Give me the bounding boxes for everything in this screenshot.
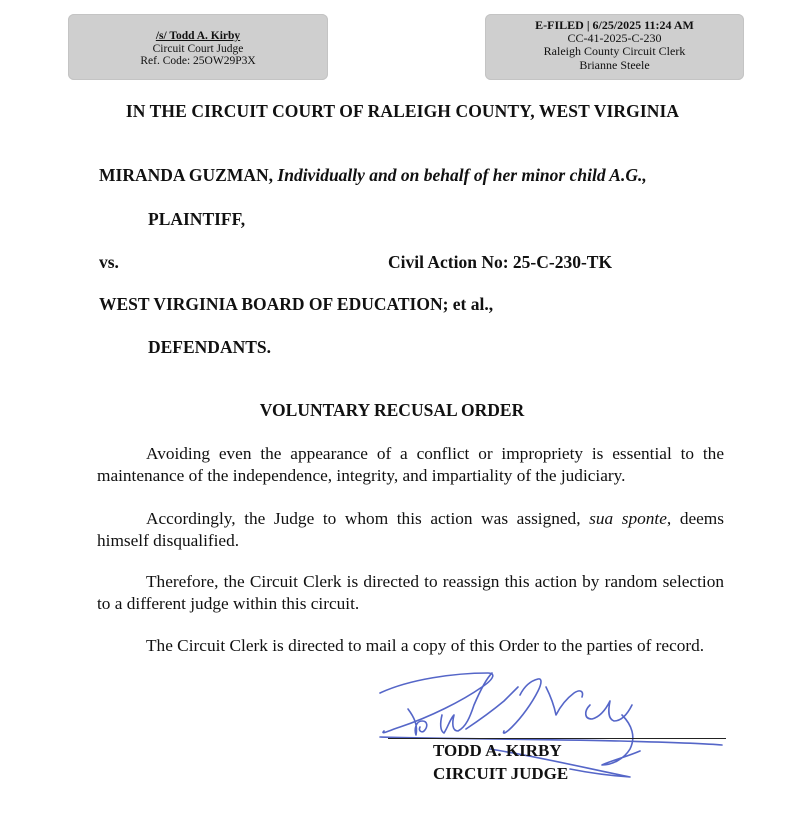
judge-title: CIRCUIT JUDGE <box>433 764 569 783</box>
stamp-signature: /s/ Todd A. Kirby <box>155 30 241 42</box>
efiled-clerk-name: Brianne Steele <box>579 57 650 72</box>
civil-action-number: Civil Action No: 25-C-230-TK <box>388 252 613 272</box>
versus-label: vs. <box>99 252 119 272</box>
paragraph-2-text-start: Accordingly, the Judge to whom this action was assigned, <box>146 509 590 528</box>
plaintiff-name: MIRANDA GUZMAN, <box>99 165 274 185</box>
judge-signature-stamp <box>68 14 328 80</box>
signature-strokes <box>380 673 722 777</box>
signature-line <box>388 738 726 739</box>
efiled-case-number: CC-41-2025-C-230 <box>567 31 662 46</box>
order-paragraph-3: Therefore, the Circuit Clerk is directed to reassign this action by random selection to a different judge within this circuit. <box>97 572 724 613</box>
sua-sponte-term: sua sponte <box>589 509 667 528</box>
paragraph-2-text-end: , deems himself disqualified. <box>97 509 724 550</box>
efiled-clerk-office: Raleigh County Circuit Clerk <box>543 44 686 59</box>
plaintiff-name-line <box>99 165 647 186</box>
efiled-timestamp: E-FILED | 6/25/2025 11:24 AM <box>535 18 694 32</box>
plaintiff-capacity: Individually and on behalf of her minor child A.G., <box>277 165 647 185</box>
judge-name: TODD A. KIRBY <box>433 741 562 760</box>
stamp-ref-code: Ref. Code: 25OW29P3X <box>140 55 256 67</box>
efiled-stamp <box>485 14 744 80</box>
defendant-name: WEST VIRGINIA BOARD OF EDUCATION; et al., <box>99 294 494 314</box>
order-paragraph-4: The Circuit Clerk is directed to mail a copy of this Order to the parties of record. <box>146 636 705 655</box>
order-title: VOLUNTARY RECUSAL ORDER <box>259 400 525 420</box>
court-title: IN THE CIRCUIT COURT OF RALEIGH COUNTY, WEST VIRGINIA <box>125 101 680 121</box>
order-paragraph-1: Avoiding even the appearance of a conflict or impropriety is essential to the maintenance of the independence, integrity, and impartiality of the judiciary. <box>97 444 724 485</box>
stamp-judge-title: Circuit Court Judge <box>152 42 244 55</box>
defendant-label: DEFENDANTS. <box>148 337 272 357</box>
plaintiff-label: PLAINTIFF, <box>148 209 246 229</box>
order-paragraph-2 <box>97 508 724 552</box>
